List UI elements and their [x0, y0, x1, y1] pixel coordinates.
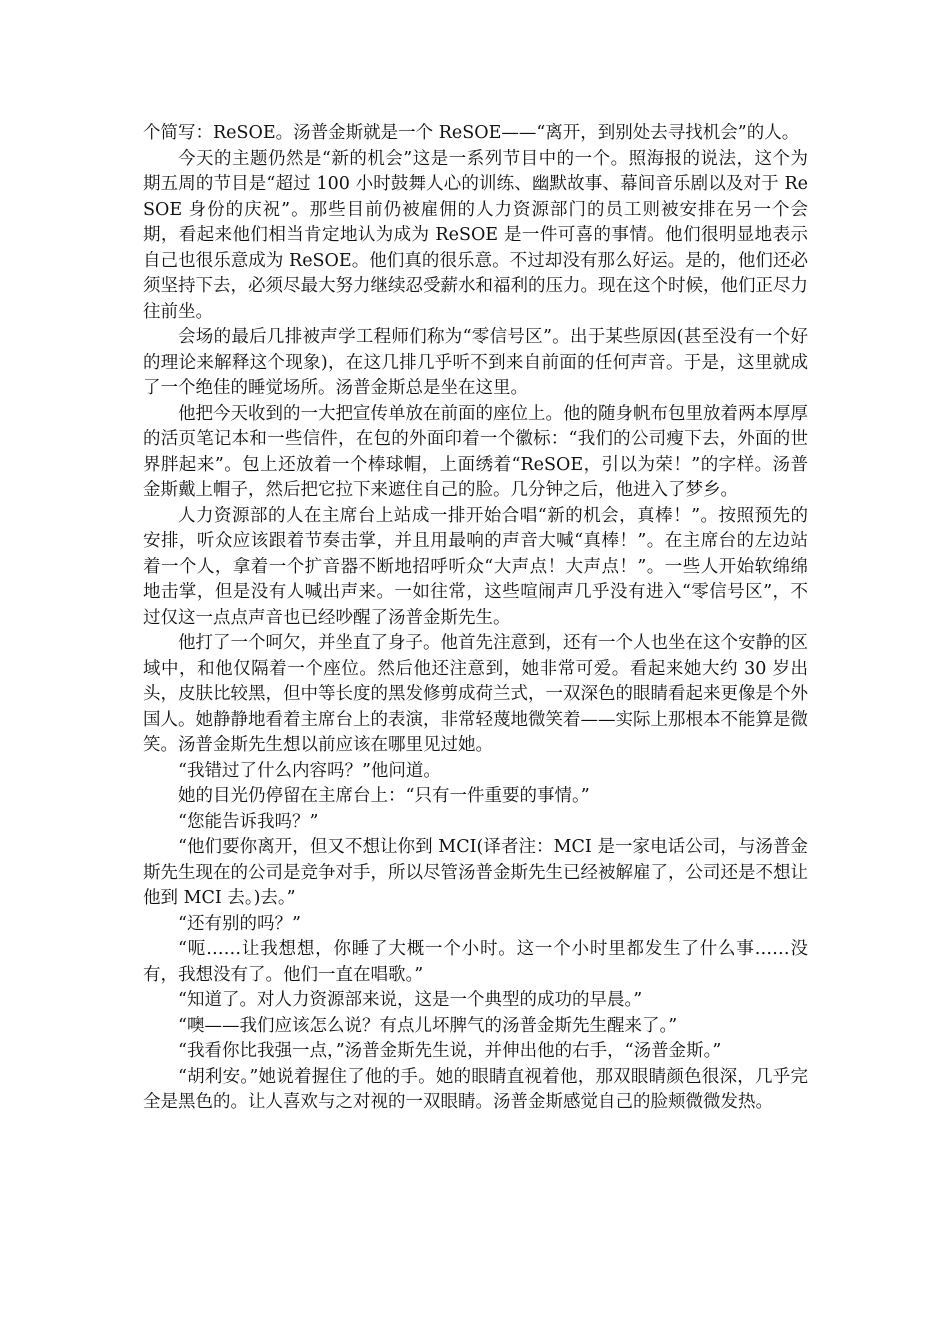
paragraph-new-opportunity-theme: 今天的主题仍然是“新的机会”这是一系列节目中的一个。照海报的说法，这个为期五周的节目是“超过 100 小时鼓舞人心的训练、幽默故事、幕间音乐剧以及对于 ReSOE 身份的庆祝”。那些目前仍被雇佣的人力资源部门的员工则被安排在另一个会期，看起来他们相当肯定地认为成为 ReSOE 是一件可喜的事情。他们很明显地表示自己也很乐意成为 ReSOE。他们真的很乐意。不过却没有那么好运。是的，他们还必须坚持下去，必须尽最大努力继续忍受薪水和福利的压力。现在这个时候，他们正尽力往前坐。 — [143, 148, 808, 322]
paragraph-dialogue-5: “还有别的吗？” — [178, 913, 301, 934]
paragraph-dialogue-10: “胡利安。”她说着握住了他的手。她的眼睛直视着他，那双眼睛颜色很深，几乎完全是黑色的。让人喜欢与之对视的一双眼睛。汤普金斯感觉自己的脸颊微微发热。 — [143, 1066, 808, 1112]
paragraph-dialogue-2: 她的目光仍停留在主席台上：“只有一件重要的事情。” — [178, 786, 590, 806]
paragraph-canvas-bag: 他把今天收到的一大把宣传单放在前面的座位上。他的随身帆布包里放着两本厚厚的活页笔记本和一些信件，在包的外面印着一个徽标：“我们的公司瘦下去，外面的世界胖起来”。包上还放着一个棒球帽，上面绣着“ReSOE，引以为荣！”的字样。汤普金斯戴上帽子，然后把它拉下来遮住自己的脸。几分钟之后，他进入了梦乡。 — [143, 403, 808, 500]
paragraph-dialogue-7: “知道了。对人力资源部来说，这是一个典型的成功的早晨。” — [178, 990, 643, 1010]
paragraph-dialogue-9: “我看你比我强一点，”汤普金斯先生说，并伸出他的右手，“汤普金斯。” — [178, 1041, 722, 1061]
paragraph-dialogue-4: “他们要你离开，但又不想让你到 MCI(译者注：MCI 是一家电话公司，与汤普金斯先生现在的公司是竞争对手，所以尽管汤普金斯先生已经被解雇了，公司还是不想让他到 MCI 去。)去。” — [143, 837, 808, 908]
paragraph-zero-signal-zone: 会场的最后几排被声学工程师们称为“零信号区”。出于某些原因(甚至没有一个好的理论来解释这个现象)，在这几排几乎听不到来自前面的任何声音。于是，这里就成了一个绝佳的睡觉场所。汤普金斯总是坐在这里。 — [143, 327, 808, 398]
paragraph-dialogue-1: “我错过了什么内容吗？”他问道。 — [178, 760, 441, 781]
paragraph-dialogue-8: “噢——我们应该怎么说？有点儿坏脾气的汤普金斯先生醒来了。” — [178, 1015, 678, 1036]
paragraph-continuation: 个简写：ReSOE。汤普金斯就是一个 ReSOE——“离开，到别处去寻找机会”的人。 — [143, 123, 800, 143]
paragraph-chorus: 人力资源部的人在主席台上站成一排开始合唱“新的机会，真棒！”。按照预先的安排，听众应该跟着节奏击掌，并且用最响的声音大喊“真棒！”。在主席台的左边站着一个人，拿着一个扩音器不断地招呼听众“大声点！大声点！”。一些人开始软绵绵地击掌，但是没有人喊出声来。一如往常，这些喧闹声几乎没有进入“零信号区”，不过仅这一点点声音也已经吵醒了汤普金斯先生。 — [143, 505, 808, 628]
paragraph-dialogue-3: “您能告诉我吗？” — [178, 811, 319, 832]
paragraph-woman-description: 他打了一个呵欠，并坐直了身子。他首先注意到，还有一个人也坐在这个安静的区域中，和他仅隔着一个座位。然后他还注意到，她非常可爱。看起来她大约 30 岁出头，皮肤比较黑，但中等长度的黑发修剪成荷兰式，一双深色的眼睛看起来更像是个外国人。她静静地看着主席台上的表演，非常轻蔑地微笑着——实际上那根本不能算是微笑。汤普金斯先生想以前应该在哪里见过她。 — [143, 633, 808, 755]
paragraph-dialogue-6: “呃……让我想想，你睡了大概一个小时。这一个小时里都发生了什么事……没有，我想没有了。他们一直在唱歌。” — [143, 939, 808, 985]
document-page — [143, 121, 808, 1116]
